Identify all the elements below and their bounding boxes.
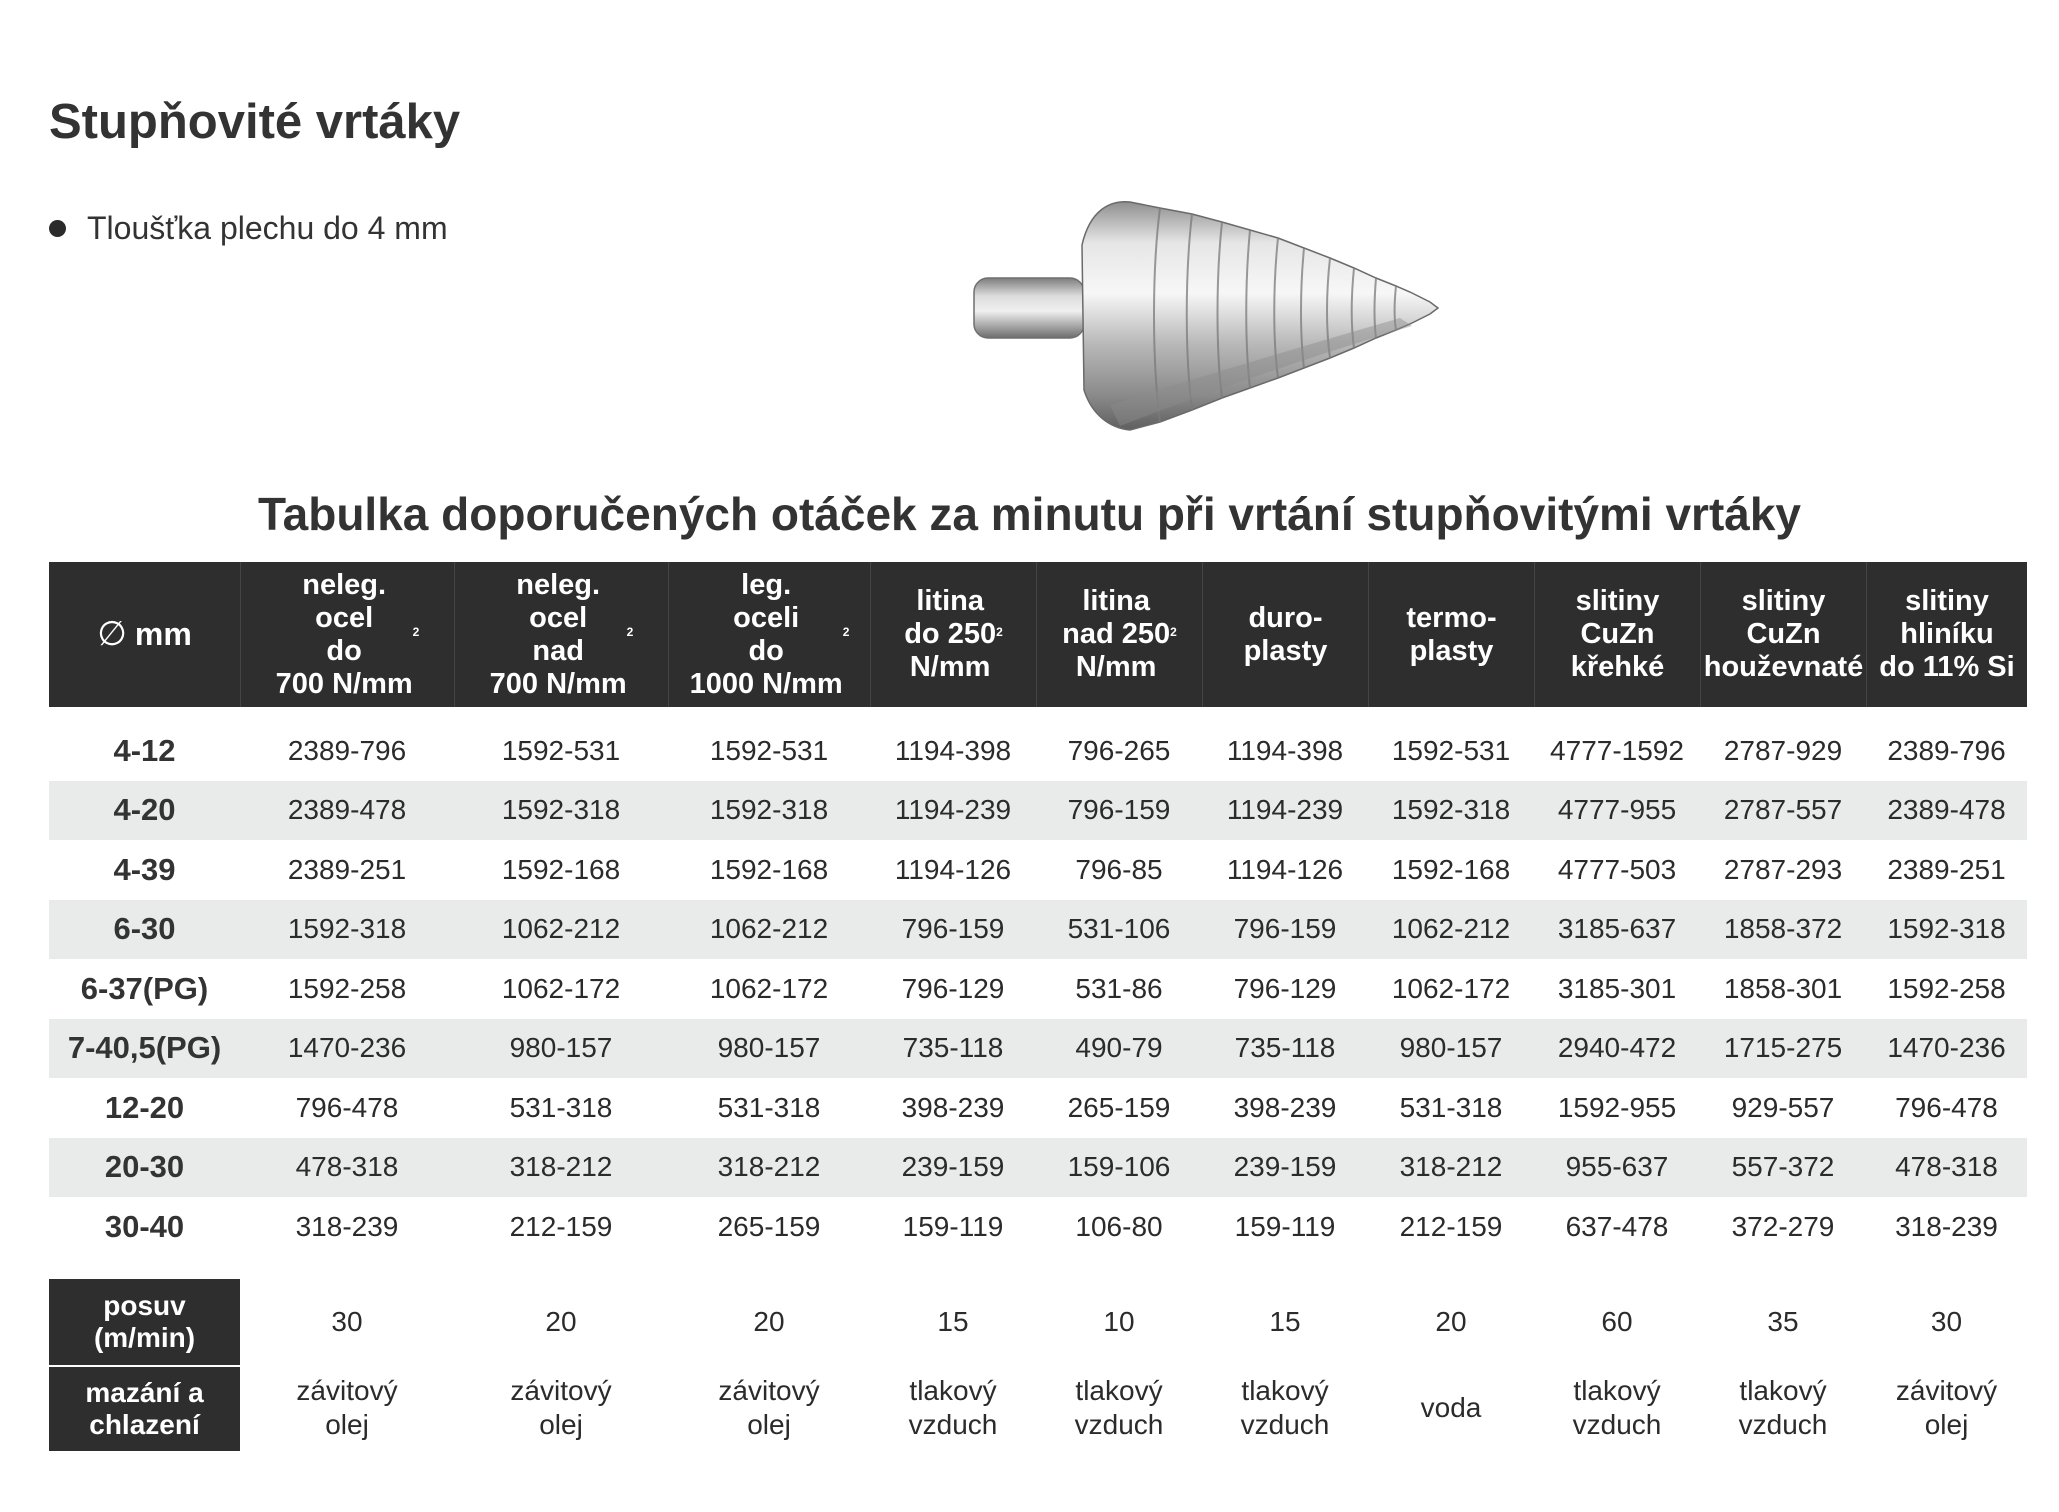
- rpm-cell: 1194-398: [1226, 734, 1344, 766]
- lubrication-value: tlakový vzduch: [1074, 1374, 1164, 1440]
- rpm-cell: 796-478: [295, 1091, 399, 1123]
- column-header: [1866, 562, 2027, 707]
- rpm-cell: 1592-318: [287, 913, 407, 945]
- rpm-cell: 796-159: [1067, 794, 1171, 826]
- column-header: [1202, 562, 1368, 707]
- step-drill-bit-image: [960, 190, 1480, 440]
- page-title: Stupňovité vrtáky: [49, 95, 461, 149]
- lubrication-value: závitový olej: [296, 1374, 398, 1440]
- feed-value: 15: [937, 1305, 969, 1337]
- rpm-cell: 318-212: [509, 1151, 613, 1183]
- rpm-cell: 796-265: [1067, 734, 1171, 766]
- rpm-cell: 1194-126: [894, 853, 1012, 885]
- rpm-cell: 796-159: [1233, 913, 1337, 945]
- rpm-cell: 1592-168: [501, 853, 621, 885]
- rpm-cell: 1592-258: [287, 972, 407, 1004]
- feed-value: 20: [1435, 1305, 1467, 1337]
- rpm-cell: 3185-637: [1557, 913, 1677, 945]
- rpm-cell: 1715-275: [1723, 1032, 1843, 1064]
- feed-value: 30: [331, 1305, 363, 1337]
- table-row: [49, 1138, 2027, 1198]
- rpm-cell: 398-239: [1233, 1091, 1337, 1123]
- rpm-cell: 2389-251: [287, 853, 407, 885]
- column-header-text: litina nad 250 N/mm: [1062, 585, 1171, 683]
- column-header: [1036, 562, 1202, 707]
- rpm-cell: 106-80: [1075, 1210, 1163, 1242]
- rpm-cell: 490-79: [1075, 1032, 1163, 1064]
- rpm-cell: 1194-126: [1226, 853, 1344, 885]
- column-header-sup: 2: [996, 625, 1003, 639]
- rpm-cell: 159-119: [902, 1210, 1004, 1242]
- table-body: [49, 721, 2027, 1257]
- rpm-cell: 212-159: [1399, 1210, 1503, 1242]
- rpm-cell: 1858-372: [1723, 913, 1843, 945]
- rpm-cell: 1194-239: [894, 794, 1012, 826]
- feed-row: [49, 1279, 2027, 1365]
- rpm-cell: 4777-503: [1557, 853, 1677, 885]
- rpm-cell: 637-478: [1565, 1210, 1669, 1242]
- column-header-text: neleg. ocel do 700 N/mm: [275, 568, 413, 700]
- rpm-cell: 159-119: [1234, 1210, 1336, 1242]
- rpm-cell: 265-159: [1067, 1091, 1171, 1123]
- column-header-sup: 2: [1170, 625, 1177, 639]
- rpm-cell: 2787-293: [1723, 853, 1843, 885]
- column-header-text: slitiny hliníku do 11% Si: [1879, 585, 2015, 683]
- rpm-cell: 2389-478: [287, 794, 407, 826]
- lubrication-value: voda: [1420, 1391, 1482, 1423]
- table-row: [49, 1078, 2027, 1138]
- rpm-cell: 212-159: [509, 1210, 613, 1242]
- column-header-sup: 2: [626, 625, 634, 639]
- rpm-cell: 372-279: [1731, 1210, 1835, 1242]
- column-header-text: leg. oceli do 1000 N/mm: [689, 568, 843, 700]
- table-row: [49, 840, 2027, 900]
- rpm-cell: 796-159: [901, 913, 1005, 945]
- rpm-cell: 1470-236: [287, 1032, 407, 1064]
- rpm-cell: 1470-236: [1887, 1032, 2006, 1064]
- lubrication-value: tlakový vzduch: [908, 1374, 998, 1440]
- feed-label: posuv (m/min): [49, 1279, 240, 1365]
- rpm-cell: 735-118: [1234, 1032, 1336, 1064]
- column-header-sup: 2: [842, 625, 850, 639]
- row-diameter-label: 12-20: [104, 1089, 185, 1125]
- row-diameter-label: 6-37(PG): [80, 970, 209, 1006]
- lubrication-value: tlakový vzduch: [1572, 1374, 1662, 1440]
- rpm-cell: 531-318: [717, 1091, 821, 1123]
- table-row: [49, 721, 2027, 781]
- rpm-cell: 1062-212: [501, 913, 621, 945]
- rpm-cell: 2787-929: [1723, 734, 1843, 766]
- rpm-cell: 1194-398: [894, 734, 1012, 766]
- lubrication-value: závitový olej: [718, 1374, 820, 1440]
- lubrication-value: tlakový vzduch: [1240, 1374, 1330, 1440]
- rpm-cell: 531-106: [1067, 913, 1171, 945]
- rpm-cell: 735-118: [902, 1032, 1004, 1064]
- rpm-cell: 980-157: [717, 1032, 821, 1064]
- rpm-cell: 557-372: [1731, 1151, 1835, 1183]
- header-spacer: [49, 707, 2027, 721]
- rpm-cell: 1062-172: [709, 972, 829, 1004]
- rpm-cell: 531-318: [1399, 1091, 1503, 1123]
- rpm-cell: 1194-239: [1226, 794, 1344, 826]
- feed-value: 30: [1930, 1305, 1963, 1337]
- rpm-cell: 796-85: [1075, 853, 1163, 885]
- row-diameter-label: 4-39: [113, 851, 176, 887]
- table-row: [49, 959, 2027, 1019]
- column-header-text: slitiny CuZn křehké: [1570, 585, 1665, 683]
- rpm-cell: 318-239: [1895, 1210, 1998, 1242]
- rpm-cell: 239-159: [901, 1151, 1005, 1183]
- footer-spacer: [49, 1257, 2027, 1279]
- rpm-cell: 531-318: [509, 1091, 613, 1123]
- lubrication-value: závitový olej: [1895, 1374, 1998, 1440]
- row-diameter-label: 6-30: [113, 911, 176, 947]
- column-header-text: slitiny CuZn houževnaté: [1703, 585, 1864, 683]
- rpm-cell: 1592-168: [1391, 853, 1511, 885]
- lubrication-value: závitový olej: [510, 1374, 612, 1440]
- rpm-cell: 2940-472: [1557, 1032, 1677, 1064]
- rpm-cell: 1592-318: [709, 794, 829, 826]
- column-header-text: duro- plasty: [1243, 601, 1328, 667]
- table-row: [49, 1197, 2027, 1257]
- column-header: [1700, 562, 1866, 707]
- feed-value: 20: [753, 1305, 785, 1337]
- column-header-text: neleg. ocel nad 700 N/mm: [489, 568, 627, 700]
- row-diameter-label: 7-40,5(PG): [67, 1030, 222, 1066]
- rpm-cell: 478-318: [295, 1151, 399, 1183]
- feed-value: 15: [1269, 1305, 1301, 1337]
- rpm-cell: 2787-557: [1723, 794, 1843, 826]
- column-header: [1368, 562, 1534, 707]
- feed-value: 60: [1601, 1305, 1633, 1337]
- bullet-item: [49, 205, 448, 251]
- rpm-cell: 318-212: [1399, 1151, 1503, 1183]
- rpm-cell: 318-239: [295, 1210, 399, 1242]
- lubrication-label: mazání a chlazení: [49, 1365, 240, 1451]
- rpm-cell: 2389-796: [1887, 734, 2006, 766]
- rpm-cell: 265-159: [717, 1210, 821, 1242]
- diameter-unit: mm: [134, 616, 192, 652]
- rpm-cell: 1592-531: [709, 734, 829, 766]
- rpm-cell: 1592-531: [501, 734, 621, 766]
- rpm-cell: 478-318: [1895, 1151, 1998, 1183]
- feed-value: 35: [1767, 1305, 1799, 1337]
- rpm-cell: 2389-796: [287, 734, 407, 766]
- rpm-cell: 531-86: [1075, 972, 1163, 1004]
- bullet-icon: [49, 220, 66, 237]
- rpm-cell: 955-637: [1565, 1151, 1669, 1183]
- rpm-cell: 1592-318: [501, 794, 621, 826]
- feed-value: 10: [1103, 1305, 1135, 1337]
- column-header: [1534, 562, 1700, 707]
- rpm-cell: 1592-955: [1557, 1091, 1677, 1123]
- rpm-cell: 980-157: [1399, 1032, 1503, 1064]
- diameter-icon: ∅: [97, 615, 127, 653]
- rpm-cell: 1592-318: [1391, 794, 1511, 826]
- rpm-cell: 1592-258: [1887, 972, 2006, 1004]
- rpm-cell: 2389-251: [1887, 853, 2006, 885]
- rpm-cell: 796-129: [1233, 972, 1337, 1004]
- rpm-cell: 980-157: [509, 1032, 613, 1064]
- diameter-column-header: [49, 562, 240, 707]
- rpm-cell: 796-129: [901, 972, 1005, 1004]
- rpm-cell: 318-212: [717, 1151, 821, 1183]
- rpm-cell: 1062-212: [1391, 913, 1511, 945]
- table-row: [49, 900, 2027, 960]
- column-header-sup: 2: [412, 625, 420, 639]
- rpm-cell: 159-106: [1067, 1151, 1171, 1183]
- row-diameter-label: 20-30: [104, 1149, 185, 1185]
- rpm-cell: 4777-955: [1557, 794, 1677, 826]
- rpm-cell: 239-159: [1233, 1151, 1337, 1183]
- rpm-table: [49, 562, 2027, 1451]
- row-diameter-label: 4-12: [113, 732, 176, 768]
- rpm-cell: 4777-1592: [1550, 734, 1684, 766]
- rpm-cell: 1062-172: [1391, 972, 1511, 1004]
- rpm-cell: 1062-212: [709, 913, 829, 945]
- rpm-cell: 1592-531: [1391, 734, 1511, 766]
- row-diameter-label: 30-40: [104, 1208, 185, 1244]
- column-header-text: termo- plasty: [1406, 601, 1497, 667]
- table-header-row: [49, 562, 2027, 707]
- rpm-cell: 796-478: [1895, 1091, 1998, 1123]
- column-header-text: litina do 250 N/mm: [904, 585, 997, 683]
- column-header: [240, 562, 454, 707]
- rpm-cell: 1592-168: [709, 853, 829, 885]
- column-header: [870, 562, 1036, 707]
- row-diameter-label: 4-20: [113, 792, 176, 828]
- rpm-cell: 3185-301: [1557, 972, 1677, 1004]
- feed-value: 20: [545, 1305, 577, 1337]
- column-header: [668, 562, 870, 707]
- table-row: [49, 1019, 2027, 1079]
- table-row: [49, 781, 2027, 841]
- rpm-cell: 1592-318: [1887, 913, 2006, 945]
- table-title: Tabulka doporučených otáček za minutu při vrtání stupňovitými vrtáky: [257, 488, 1802, 540]
- rpm-cell: 2389-478: [1887, 794, 2006, 826]
- rpm-cell: 1062-172: [501, 972, 621, 1004]
- column-header: [454, 562, 668, 707]
- rpm-cell: 398-239: [901, 1091, 1005, 1123]
- bullet-text: Tloušťka plechu do 4 mm: [87, 209, 448, 246]
- rpm-cell: 1858-301: [1723, 972, 1843, 1004]
- lubrication-row: [49, 1365, 2027, 1451]
- rpm-cell: 929-557: [1731, 1091, 1835, 1123]
- lubrication-value: tlakový vzduch: [1738, 1374, 1828, 1440]
